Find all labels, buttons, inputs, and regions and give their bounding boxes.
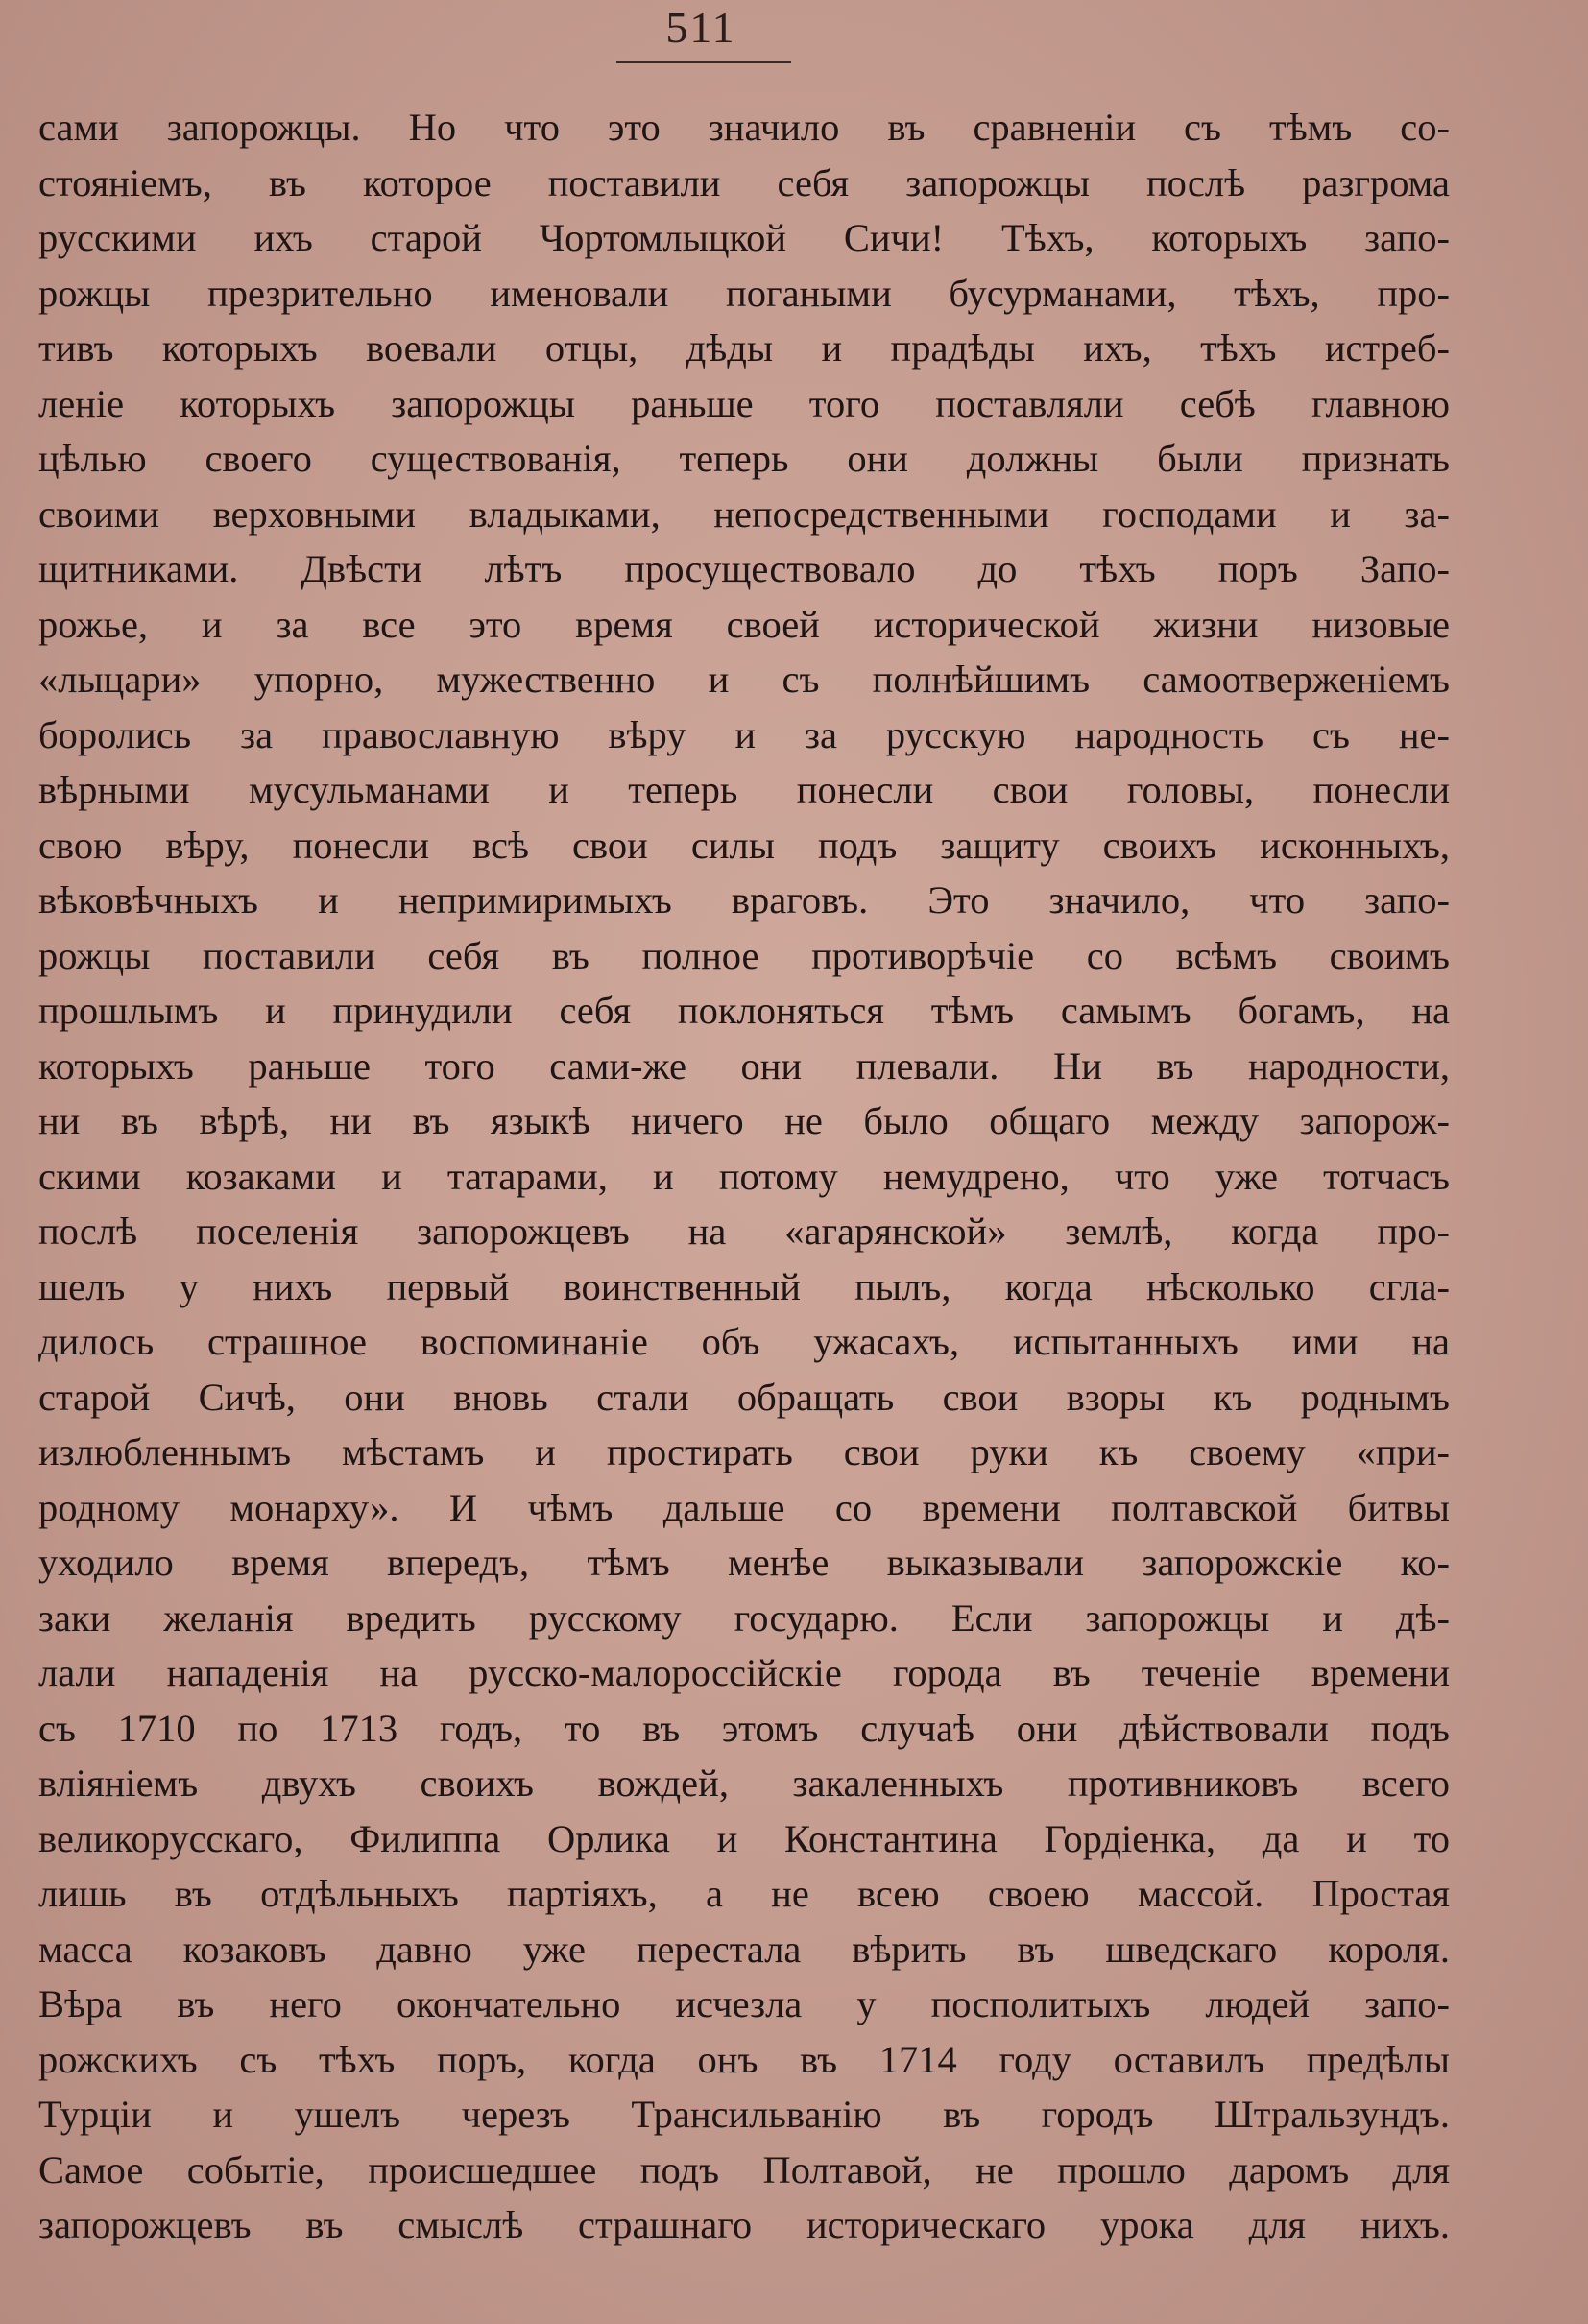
text-line: старой Сичѣ, они вновь стали обращать свои взоры къ роднымъ [38,1375,1450,1419]
text-line: вліяніемъ двухъ своихъ вождей, закаленныхъ противниковъ всего [38,1761,1450,1805]
text-line: щитниками. Двѣсти лѣтъ просуществовало до тѣхъ поръ Запо- [38,547,1450,590]
text-line: своими верховными владыками, непосредственными господами и за- [38,491,1450,536]
text-line: ни въ вѣрѣ, ни въ языкѣ ничего не было общаго между запорож- [38,1099,1450,1142]
text-line: шелъ у нихъ первый воинственный пылъ, когда нѣсколько сгла- [38,1264,1450,1308]
text-line: прошлымъ и принудили себя поклоняться тѣмъ самымъ богамъ, на [38,989,1450,1032]
text-line: излюбленнымъ мѣстамъ и простирать свои руки къ своему «при- [38,1430,1450,1473]
text-line: послѣ поселенія запорожцевъ на «агарянской» землѣ, когда про- [38,1210,1450,1253]
text-line: Турціи и ушелъ черезъ Трансильванію въ городъ Штральзундъ. [38,2093,1450,2136]
text-line: лали нападенія на русско-малороссійскіе города въ теченіе времени [38,1651,1450,1694]
text-line: вѣрными мусульманами и теперь понесли свои головы, понесли [38,768,1450,811]
text-line: уходило время впередъ, тѣмъ менѣе выказывали запорожскіе ко- [38,1541,1450,1584]
text-line: леніе которыхъ запорожцы раньше того поставляли себѣ главною [38,381,1450,425]
text-line: стояніемъ, въ которое поставили себя запорожцы послѣ разгрома [38,160,1450,204]
text-line: запорожцевъ въ смыслѣ страшнаго историческаго урока для нихъ. [38,2203,1450,2246]
text-line: «лыцари» упорно, мужественно и съ полнѣйшимъ самоотверженіемъ [38,658,1450,701]
text-line: свою вѣру, понесли всѣ свои силы подъ защиту своихъ исконныхъ, [38,823,1450,867]
text-line: великорусскаго, Филиппа Орлика и Константина Гордіенка, да и то [38,1816,1450,1860]
text-line: рожье, и за все это время своей исторической жизни низовые [38,602,1450,646]
page-number: 511 [665,3,736,52]
text-line: съ 1710 по 1713 годъ, то въ этомъ случаѣ они дѣйствовали подъ [38,1706,1450,1750]
text-line: русскими ихъ старой Чортомлыцкой Сичи! Тѣхъ, которыхъ запо- [38,216,1450,259]
text-line: масса козаковъ давно уже перестала вѣрить въ шведскаго короля. [38,1927,1450,1971]
page-number-rule [616,61,791,63]
text-line: рожцы презрительно именовали погаными бусурманами, тѣхъ, про- [38,271,1450,315]
text-line: тивъ которыхъ воевали отцы, дѣды и прадѣды ихъ, тѣхъ истреб- [38,326,1450,370]
text-line: родному монарху». И чѣмъ дальше со времени полтавской битвы [38,1485,1450,1529]
text-line: которыхъ раньше того сами-же они плевали. Ни въ народности, [38,1043,1450,1088]
text-line: цѣлью своего существованія, теперь они должны были признать [38,437,1450,480]
text-line: боролись за православную вѣру и за русскую народность съ не- [38,712,1450,756]
text-line: вѣковѣчныхъ и непримиримыхъ враговъ. Это значило, что запо- [38,878,1450,922]
text-line: рожцы поставили себя въ полное противорѣчіе со всѣмъ своимъ [38,933,1450,977]
text-line: заки желанія вредить русскому государю. Если запорожцы и дѣ- [38,1595,1450,1640]
text-line: Самое событіе, происшедшее подъ Полтавой, не прошло даромъ для [38,2147,1450,2192]
body-text [38,100,1450,2253]
text-line: сами запорожцы. Но что это значило въ сравненіи съ тѣмъ со- [38,106,1450,149]
text-line: лишь въ отдѣльныхъ партіяхъ, а не всею своею массой. Простая [38,1872,1450,1915]
text-line: рожскихъ съ тѣхъ поръ, когда онъ въ 1714 году оставилъ предѣлы [38,2037,1450,2081]
text-line: дилось страшное воспоминаніе объ ужасахъ, испытанныхъ ими на [38,1320,1450,1363]
text-line: скими козаками и татарами, и потому немудрено, что уже тотчасъ [38,1154,1450,1198]
text-line: Вѣра въ него окончательно исчезла у посполитыхъ людей запо- [38,1982,1450,2025]
